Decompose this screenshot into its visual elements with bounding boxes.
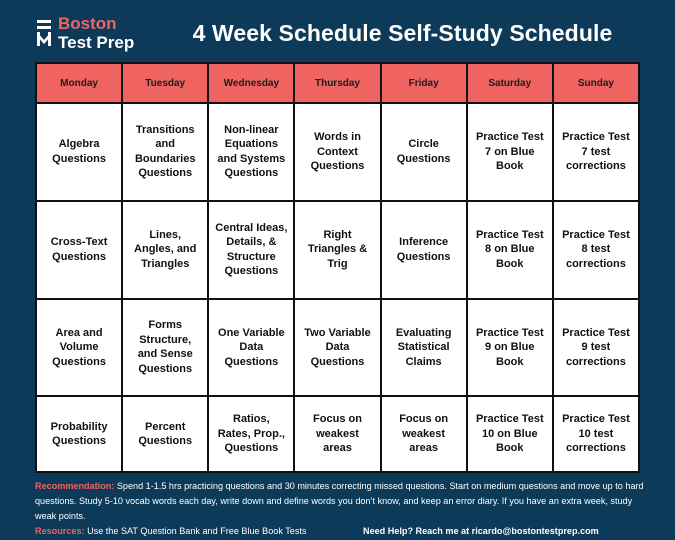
help-contact: Need Help? Reach me at ricardo@bostontestprep.com bbox=[363, 526, 599, 536]
schedule-cell: Practice Test 9 test corrections bbox=[553, 299, 639, 397]
schedule-cell: Evaluating Statistical Claims bbox=[381, 299, 467, 397]
recommendation-paragraph bbox=[35, 479, 647, 524]
day-header-saturday: Saturday bbox=[467, 63, 553, 103]
day-header-monday: Monday bbox=[36, 63, 122, 103]
resources-line bbox=[35, 524, 647, 539]
schedule-cell: Focus on weakest areas bbox=[381, 396, 467, 472]
schedule-cell: Focus on weakest areas bbox=[294, 396, 380, 472]
schedule-cell: Practice Test 8 test corrections bbox=[553, 201, 639, 299]
schedule-table bbox=[35, 62, 640, 473]
day-header-row bbox=[36, 63, 639, 103]
schedule-cell: Non-linear Equations and Systems Questions bbox=[208, 103, 294, 201]
schedule-cell: Area and Volume Questions bbox=[36, 299, 122, 397]
schedule-cell: One Variable Data Questions bbox=[208, 299, 294, 397]
resources-text: Use the SAT Question Bank and Free Blue Book Tests bbox=[87, 526, 307, 536]
day-header-sunday: Sunday bbox=[553, 63, 639, 103]
week-row-2 bbox=[36, 201, 639, 299]
week-row-1 bbox=[36, 103, 639, 201]
schedule-cell: Circle Questions bbox=[381, 103, 467, 201]
brand-logo bbox=[36, 14, 156, 54]
recommendation-label: Recommendation: bbox=[35, 481, 115, 491]
schedule-cell: Transitions and Boundaries Questions bbox=[122, 103, 208, 201]
schedule-cell: Central Ideas, Details, & Structure Questions bbox=[208, 201, 294, 299]
schedule-cell: Forms Structure, and Sense Questions bbox=[122, 299, 208, 397]
schedule-cell: Words in Context Questions bbox=[294, 103, 380, 201]
schedule-cell: Practice Test 10 test corrections bbox=[553, 396, 639, 472]
header bbox=[0, 0, 675, 62]
day-header-tuesday: Tuesday bbox=[122, 63, 208, 103]
schedule-cell: Practice Test 7 test corrections bbox=[553, 103, 639, 201]
footer-notes bbox=[35, 479, 647, 539]
logo-mark-icon bbox=[36, 18, 54, 48]
schedule-cell: Probability Questions bbox=[36, 396, 122, 472]
schedule-cell: Two Variable Data Questions bbox=[294, 299, 380, 397]
day-header-wednesday: Wednesday bbox=[208, 63, 294, 103]
resources-label: Resources: bbox=[35, 526, 85, 536]
schedule-cell: Cross-Text Questions bbox=[36, 201, 122, 299]
week-row-3 bbox=[36, 299, 639, 397]
page-title: 4 Week Schedule Self-Study Schedule bbox=[192, 20, 613, 46]
schedule-cell: Practice Test 7 on Blue Book bbox=[467, 103, 553, 201]
schedule-cell: Ratios, Rates, Prop., Questions bbox=[208, 396, 294, 472]
schedule-cell: Inference Questions bbox=[381, 201, 467, 299]
week-row-4 bbox=[36, 396, 639, 472]
recommendation-text: Spend 1-1.5 hrs practicing questions and 30 minutes correcting missed questions. Start on medium questions and move up to hard questions. Study 5-10 vocab words each day, write down and define words you don’t know, and keep an error diary. If you have an extra week, study weak points. bbox=[35, 481, 644, 521]
schedule-cell: Algebra Questions bbox=[36, 103, 122, 201]
day-header-friday: Friday bbox=[381, 63, 467, 103]
brand-line-1: Boston bbox=[58, 14, 117, 33]
day-header-thursday: Thursday bbox=[294, 63, 380, 103]
schedule-cell: Lines, Angles, and Triangles bbox=[122, 201, 208, 299]
schedule-cell: Practice Test 9 on Blue Book bbox=[467, 299, 553, 397]
schedule-cell: Right Triangles & Trig bbox=[294, 201, 380, 299]
schedule-cell: Percent Questions bbox=[122, 396, 208, 472]
schedule-cell: Practice Test 10 on Blue Book bbox=[467, 396, 553, 472]
schedule-cell: Practice Test 8 on Blue Book bbox=[467, 201, 553, 299]
brand-name bbox=[58, 14, 134, 52]
brand-line-2: Test Prep bbox=[58, 33, 135, 52]
